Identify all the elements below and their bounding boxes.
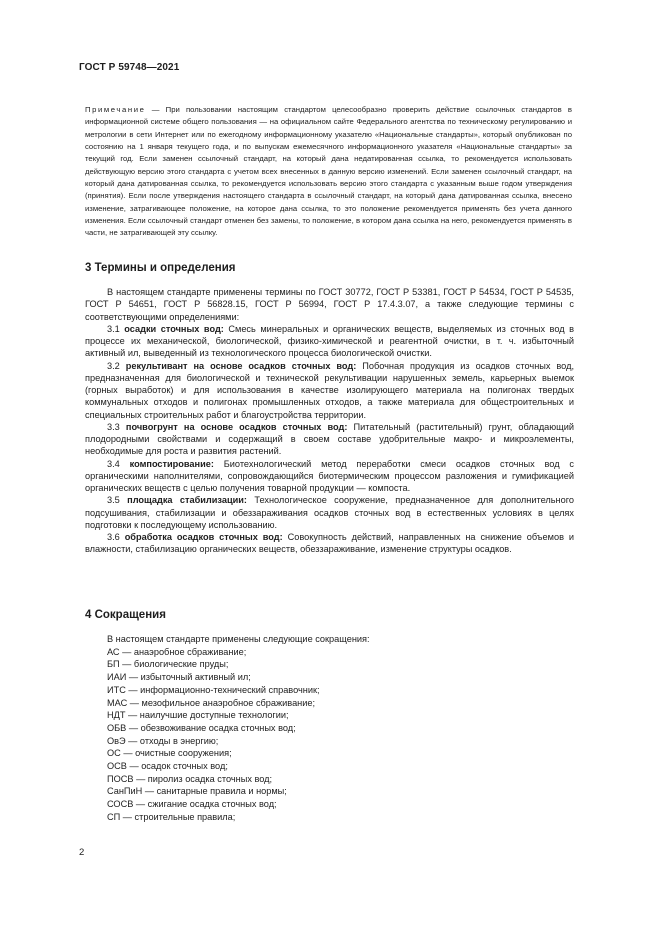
term-3-1	[85, 323, 574, 360]
term-3-2	[85, 360, 574, 421]
list-item: ОБВ — обезвоживание осадка сточных вод;	[107, 722, 296, 733]
list-item: ОС — очистные сооружения;	[107, 748, 232, 759]
note-label: Примечание	[85, 105, 146, 114]
abbreviation-intro: В настоящем стандарте применены следующие сокращения:	[107, 634, 370, 644]
term-3-3	[85, 421, 574, 458]
list-item: БП — биологические пруды;	[107, 659, 229, 670]
term-definition: Питательный (растительный) грунт, обладающий плодородными свойствами и содержащий в своем составе удобрительные макро- и микроэлементы, необходимые для роста и развития растений.	[85, 421, 575, 457]
list-item: СП — строительные правила;	[107, 811, 236, 822]
term-number: 3.3	[107, 421, 120, 432]
abbreviation-list	[107, 633, 370, 824]
section-3-body	[85, 286, 574, 556]
term-name: компостирование:	[129, 458, 214, 469]
list-item: НДТ — наилучшие доступные технологии;	[107, 710, 289, 721]
term-3-4	[85, 458, 574, 495]
term-definition: Совокупность действий, направленных на снижение объемов и влажности, стабилизацию органических веществ, обеззараживание, изменение структуры осадков.	[85, 532, 574, 555]
list-item: СанПиН — санитарные правила и нормы;	[107, 786, 287, 797]
page-number: 2	[79, 847, 85, 858]
term-definition: Побочная продукция из осадков сточных вод, предназначенная для биологической и технической рекультивации нарушенных земель, карьерных выемок (горных выработок) и для использования в качестве изолирующего материала на полигонах твердых коммунальных отходов и полигонах промышленных отходов, а также материала для общестроительных и специальных строительных работ и благоустройства территории.	[85, 360, 574, 420]
list-item: ИАИ — избыточный активный ил;	[107, 672, 251, 683]
term-number: 3.5	[107, 495, 120, 506]
section-3-intro: В настоящем стандарте применены термины по ГОСТ 30772, ГОСТ Р 53381, ГОСТ Р 54534, ГОСТ Р 54535, ГОСТ Р 54651, ГОСТ Р 56828.15, ГОСТ Р 56994, ГОСТ Р 17.4.3.07, а также следующие термины с соответствующими определениями:	[85, 287, 574, 322]
term-number: 3.6	[107, 532, 120, 542]
section-4-title: 4 Сокращения	[85, 609, 166, 621]
term-number: 3.2	[107, 360, 120, 371]
term-3-5	[85, 494, 574, 531]
list-item: ОСВ — осадок сточных вод;	[107, 761, 228, 772]
list-item: ИТС — информационно-технический справочник;	[107, 684, 320, 695]
list-item: АС — анаэробное сбраживание;	[107, 646, 247, 657]
term-definition: Технологическое сооружение, предназначенное для дополнительного подсушивания, стабилизации и обеззараживания осадков сточных вод в естественных условиях в целях подготовки к последующему использованию.	[85, 495, 574, 530]
term-definition: Биотехнологический метод переработки смеси осадков сточных вод с органическими наполнителями, сопровождающийся биотермическим процессом разложения и гумификацией органических веществ с целью получения товарной продукции — компоста.	[85, 458, 574, 493]
term-number: 3.1	[107, 323, 120, 334]
term-name: почвогрунт на основе осадков сточных вод:	[125, 421, 348, 432]
list-item: МАС — мезофильное анаэробное сбраживание;	[107, 697, 316, 708]
term-3-6	[85, 531, 574, 556]
list-item: ОвЭ — отходы в энергию;	[107, 735, 219, 746]
note-text: — При пользовании настоящим стандартом целесообразно проверить действие ссылочных стандартов в информационной системе общего пользования — на официальном сайте Федерального агентства по техническому регулированию и метрологии в сети Интернет или по ежегодному информационному указателю «Национальные стандарты», который опубликован по состоянию на 1 января текущего года, и по выпускам ежемесячного информационного указателя «Национальные стандарты» за текущий год. Если заменен ссылочный стандарт, на который дана недатированная ссылка, то рекомендуется использовать действующую версию этого стандарта с учетом всех внесенных в данную версию изменений. Если заменен ссылочный стандарт, на который дана датированная ссылка, то рекомендуется использовать версию этого стандарта с указанным выше годом утверждения (принятия). Если после утверждения настоящего стандарта в ссылочный стандарт, на который дана датированная ссылка, внесено изменение, затрагивающее положение, на которое дана ссылка, то это положение рекомендуется применять без учета данного изменения. Если ссылочный стандарт отменен без замены, то положение, в котором дана ссылка на него, рекомендуется применять в части, не затрагивающей эту ссылку.	[85, 105, 572, 238]
list-item: ПОСВ — пиролиз осадка сточных вод;	[107, 773, 273, 784]
term-name: рекультивант на основе осадков сточных вод:	[125, 360, 357, 371]
list-item: СОСВ — сжигание осадка сточных вод;	[107, 799, 277, 810]
note-block	[85, 104, 572, 240]
term-definition: Смесь минеральных и органических веществ, выделяемых из сточных вод в процессе их механической, биологической, физико-химической и реагентной очистки, в т. ч. избыточный активный ил, выведенный из технологического процесса биологической очистки.	[85, 323, 574, 359]
term-name: осадки сточных вод:	[124, 323, 224, 334]
standard-header: ГОСТ Р 59748—2021	[79, 62, 180, 73]
term-number: 3.4	[107, 458, 120, 469]
term-name: обработка осадков сточных вод:	[124, 532, 283, 542]
section-3-title: 3 Термины и определения	[85, 262, 236, 274]
term-name: площадка стабилизации:	[127, 495, 247, 506]
